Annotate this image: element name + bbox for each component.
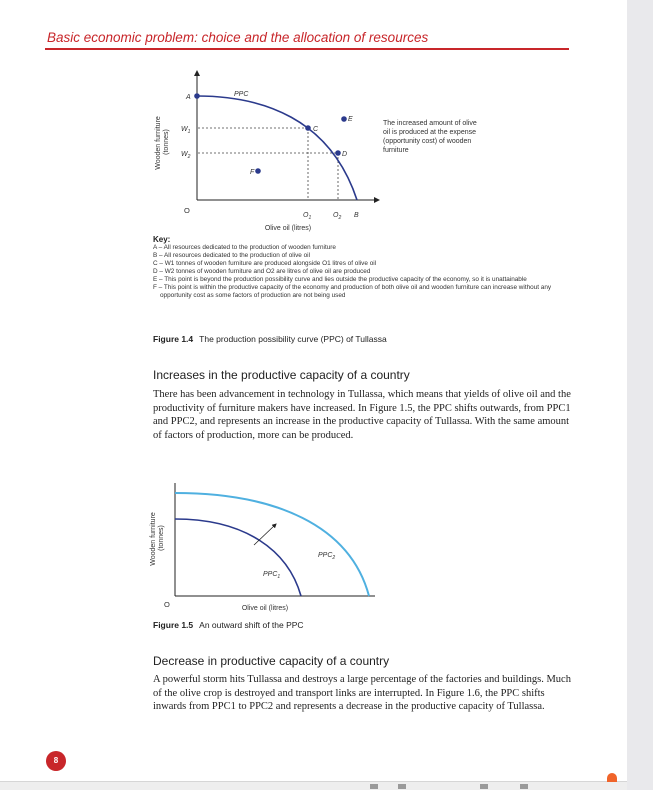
header-rule xyxy=(45,48,569,50)
point-a xyxy=(194,93,200,99)
label-e: E xyxy=(348,116,353,123)
toolbar-icon[interactable] xyxy=(370,784,378,789)
figure-1-4-caption xyxy=(153,334,387,344)
toolbar-icon[interactable] xyxy=(398,784,406,789)
caption-number: Figure 1.5 xyxy=(153,620,194,630)
toolbar-icon[interactable] xyxy=(520,784,528,789)
figure-1-4-chart xyxy=(145,68,385,234)
y-axis-label: Wooden furniture (tonnes) xyxy=(155,116,170,170)
tick-o2: $O_2$ xyxy=(333,212,342,221)
origin-label: O xyxy=(184,206,190,215)
viewer-side-panel xyxy=(627,0,653,790)
viewer-bottom-toolbar xyxy=(0,781,627,790)
label-a: A xyxy=(186,94,191,101)
figure-1-5-chart xyxy=(145,478,385,618)
tick-w1: $W_1$ xyxy=(181,126,191,135)
label-d: D xyxy=(342,151,348,158)
label-f: F xyxy=(250,169,255,176)
origin-label: O xyxy=(164,600,170,609)
point-c xyxy=(305,125,311,131)
ppc-curve xyxy=(197,96,357,200)
tick-o1: $O_1$ xyxy=(303,212,312,221)
label-c: C xyxy=(313,126,319,133)
section-paragraph-decrease: A powerful storm hits Tullassa and destroys a large percentage of the factories and buildings. Much of the olive crop is destroyed and transport links are interrupted. In Figure 1.6, the PPC shifts inwards from PPC1 to PPC2 and represents a decrease in the productive capacity of Tullassa. xyxy=(153,674,571,712)
point-e xyxy=(341,116,347,122)
ppc2-label: $PPC_2$ xyxy=(318,552,336,561)
section-heading-decrease: Decrease in productive capacity of a country xyxy=(153,654,390,668)
key-item: A – All resources dedicated to the production of wooden furniture xyxy=(153,244,336,251)
key-item: E – This point is beyond the production possibility curve and lies outside the productive capacity of the economy, so it is unattainable xyxy=(153,276,527,283)
key-title: Key: xyxy=(153,235,171,244)
point-f xyxy=(255,168,261,174)
figure-1-4-note: The increased amount of olive oil is produced at the expense (opportunity cost) of wooden furniture xyxy=(383,120,477,154)
x-axis-label: Olive oil (litres) xyxy=(264,225,312,232)
section-paragraph-increase: There has been advancement in technology in Tullassa, which means that yields of olive oil and the productivity of furniture makers have increased. In Figure 1.5, the PPC shifts outwards, from PPC1 and PPC2, and represents an increase in the productive capacity of Tullassa. With the same amount of factors of production, more can be produced. xyxy=(153,389,571,441)
ppc1-curve xyxy=(175,519,301,596)
x-axis-label: Olive oil (litres) xyxy=(241,605,289,612)
caption-text: The production possibility curve (PPC) of Tullassa xyxy=(199,334,387,344)
caption-text: An outward shift of the PPC xyxy=(199,620,304,630)
figure-1-5-caption xyxy=(153,620,304,630)
point-d xyxy=(335,150,341,156)
key-item: D – W2 tonnes of wooden furniture and O2 are litres of olive oil are produced xyxy=(153,268,371,275)
tick-w2: $W_2$ xyxy=(181,151,191,160)
key-item: B – All resources dedicated to the production of olive oil xyxy=(153,252,311,259)
curve-label-ppc: PPC xyxy=(234,91,249,98)
shift-arrow xyxy=(254,525,275,545)
ppc2-curve xyxy=(175,493,369,596)
running-head: Basic economic problem: choice and the allocation of resources xyxy=(47,30,429,45)
label-b: B xyxy=(354,212,359,219)
key-item: C – W1 tonnes of wooden furniture are produced alongside O1 litres of olive oil xyxy=(153,260,377,267)
caption-number: Figure 1.4 xyxy=(153,334,194,344)
page-number-badge: 8 xyxy=(46,751,66,771)
key-item: F – This point is within the productive capacity of the economy and production of both olive oil and wooden furniture can increase without any opportunity cost as some factors of production are not being used xyxy=(153,284,552,299)
ppc1-label: $PPC_1$ xyxy=(263,571,281,580)
section-heading-increase: Increases in the productive capacity of a country xyxy=(153,368,410,382)
viewer-logo-icon xyxy=(607,773,617,782)
toolbar-icon[interactable] xyxy=(480,784,488,789)
y-axis-label: Wooden furniture (tonnes) xyxy=(150,512,165,566)
figure-1-4-key xyxy=(153,235,563,300)
